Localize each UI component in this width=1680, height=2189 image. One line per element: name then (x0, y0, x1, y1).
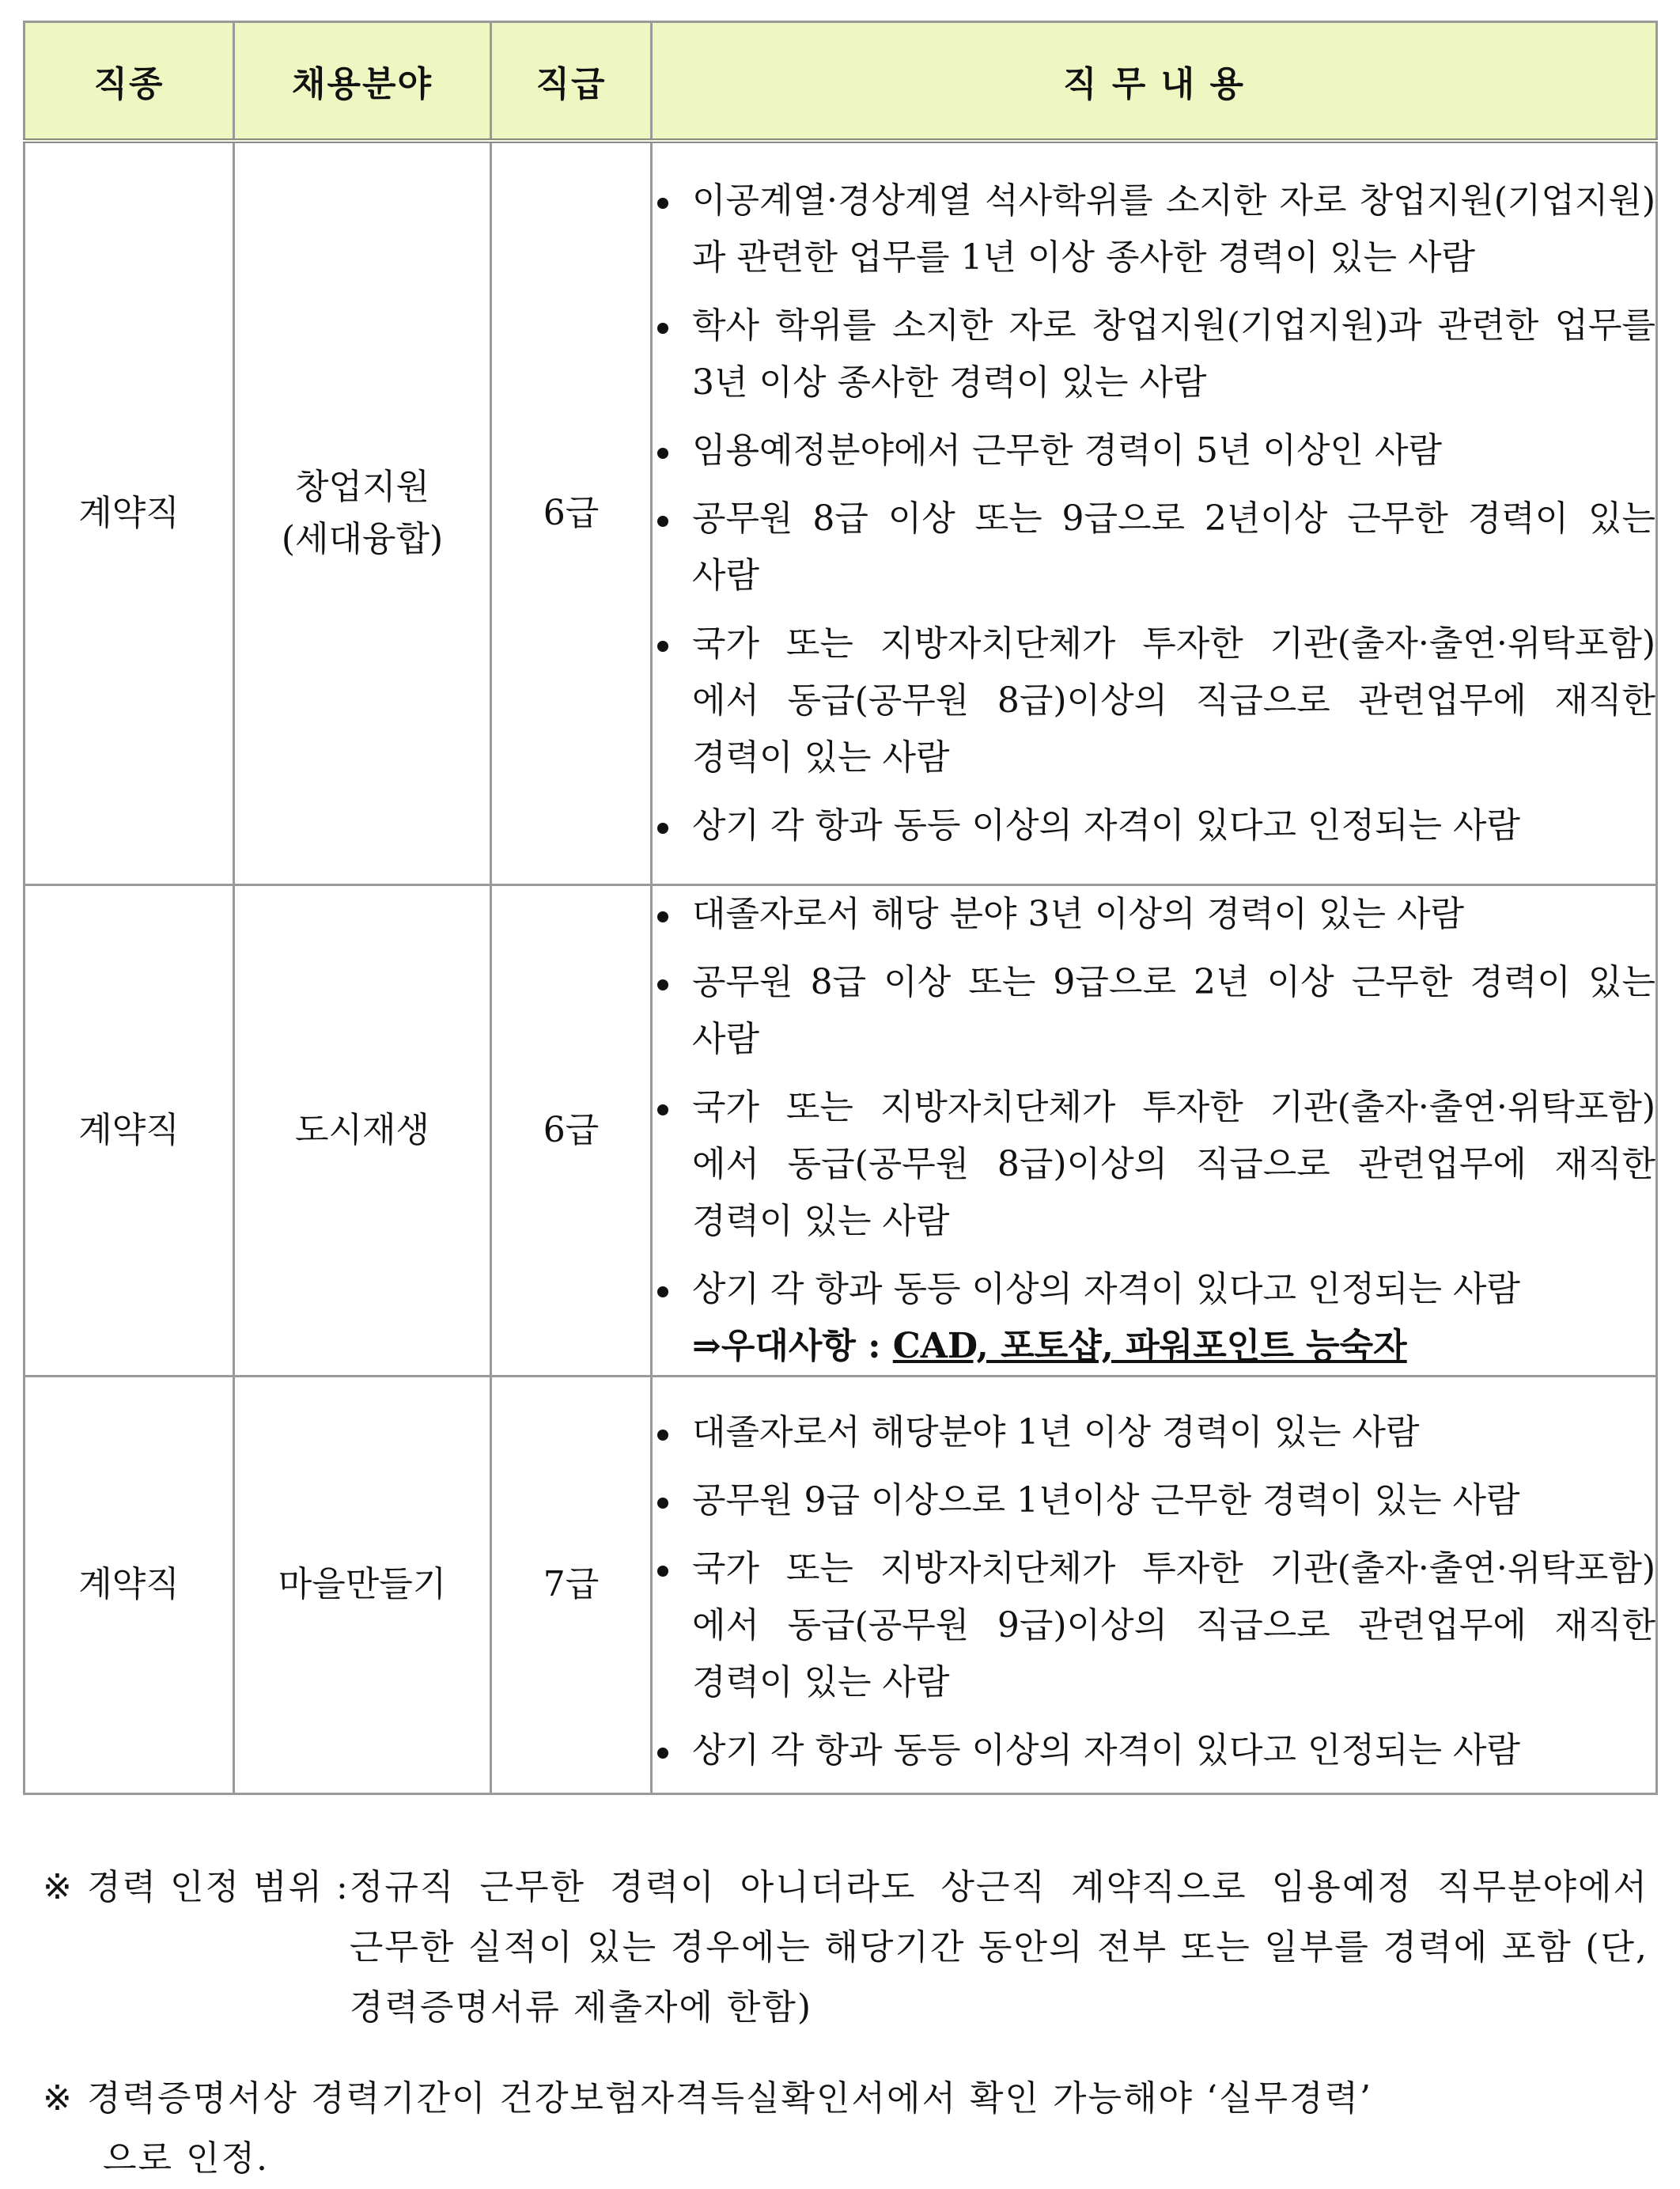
duty-item: 학사 학위를 소지한 자로 창업지원(기업지원)과 관련한 업무를 3년 이상 종사한 경력이 있는 사람 (653, 297, 1655, 411)
duties-cell (652, 141, 1657, 884)
duty-list (653, 1404, 1655, 1779)
header-field: 채용분야 (234, 22, 491, 142)
duty-item: 임용예정분야에서 근무한 경력이 5년 이상인 사람 (653, 422, 1655, 479)
header-job-type: 직종 (25, 22, 234, 142)
duty-item (653, 1261, 1655, 1375)
duty-item: 공무원 8급 이상 또는 9급으로 2년이상 근무한 경력이 있는 사람 (653, 490, 1655, 604)
table-row (25, 1376, 1657, 1793)
duty-item: 국가 또는 지방자치단체가 투자한 기관(출자·출연·위탁포함)에서 동급(공무원 8급)이상의 직급으로 관련업무에 재직한 경력이 있는 사람 (653, 615, 1655, 786)
preference-note (692, 1318, 1655, 1375)
grade-cell: 6급 (491, 141, 652, 884)
duty-item: 대졸자로서 해당분야 1년 이상 경력이 있는 사람 (653, 1404, 1655, 1461)
duties-cell (652, 884, 1657, 1376)
duty-item: 이공계열·경상계열 석사학위를 소지한 자로 창업지원(기업지원)과 관련한 업무를 1년 이상 종사한 경력이 있는 사람 (653, 172, 1655, 286)
recruitment-table (23, 21, 1658, 1795)
header-duties: 직 무 내 용 (652, 22, 1657, 142)
duty-item: 국가 또는 지방자치단체가 투자한 기관(출자·출연·위탁포함)에서 동급(공무원 9급)이상의 직급으로 관련업무에 재직한 경력이 있는 사람 (653, 1540, 1655, 1711)
job-type-cell: 계약직 (25, 1376, 234, 1793)
career-range-note (43, 1858, 1648, 2038)
preference-value: CAD, 포토샵, 파워포인트 능숙자 (892, 1325, 1407, 1366)
table-header-row (25, 22, 1657, 142)
field-cell: 도시재생 (234, 884, 491, 1376)
field-cell: 마을만들기 (234, 1376, 491, 1793)
duty-item: 상기 각 항과 동등 이상의 자격이 있다고 인정되는 사람 (653, 1722, 1655, 1779)
career-proof-note (43, 2069, 1648, 2189)
table-row (25, 141, 1657, 884)
grade-cell: 7급 (491, 1376, 652, 1793)
reference-mark: ※ (43, 1867, 74, 1907)
duty-item: 공무원 8급 이상 또는 9급으로 2년 이상 근무한 경력이 있는 사람 (653, 954, 1655, 1068)
duty-item: 대졸자로서 해당 분야 3년 이상의 경력이 있는 사람 (653, 886, 1655, 943)
note-text: 경력증명서상 경력기간이 건강보험자격득실확인서에서 확인 가능해야 ‘실무경력’ (87, 2078, 1373, 2119)
note-text: 정규직 근무한 경력이 아니더라도 상근직 계약직으로 임용예정 직무분야에서 근무한 실적이 있는 경우에는 해당기간 동안의 전부 또는 일부를 경력에 포함 (단, 경력증명서류 제출자에 한함) (349, 1867, 1648, 2028)
duties-cell (652, 1376, 1657, 1793)
note-continuation: 으로 인정. (103, 2138, 269, 2179)
duty-item: 상기 각 항과 동등 이상의 자격이 있다고 인정되는 사람 (653, 797, 1655, 854)
field-cell (234, 141, 491, 884)
duty-list (653, 172, 1655, 854)
header-grade: 직급 (491, 22, 652, 142)
duty-list (653, 886, 1655, 1375)
preference-label: ⇒우대사항 : (692, 1325, 893, 1366)
reference-mark: ※ (43, 2078, 74, 2119)
note-label: 경력 인정 범위 : (87, 1867, 350, 1907)
duty-item-text: 상기 각 항과 동등 이상의 자격이 있다고 인정되는 사람 (692, 1268, 1520, 1309)
grade-cell: 6급 (491, 884, 652, 1376)
job-type-cell: 계약직 (25, 141, 234, 884)
duty-item: 국가 또는 지방자치단체가 투자한 기관(출자·출연·위탁포함)에서 동급(공무원 8급)이상의 직급으로 관련업무에 재직한 경력이 있는 사람 (653, 1079, 1655, 1250)
job-type-cell: 계약직 (25, 884, 234, 1376)
duty-item: 공무원 9급 이상으로 1년이상 근무한 경력이 있는 사람 (653, 1472, 1655, 1529)
field-name: 창업지원 (세대융합) (281, 466, 444, 559)
table-row (25, 884, 1657, 1376)
